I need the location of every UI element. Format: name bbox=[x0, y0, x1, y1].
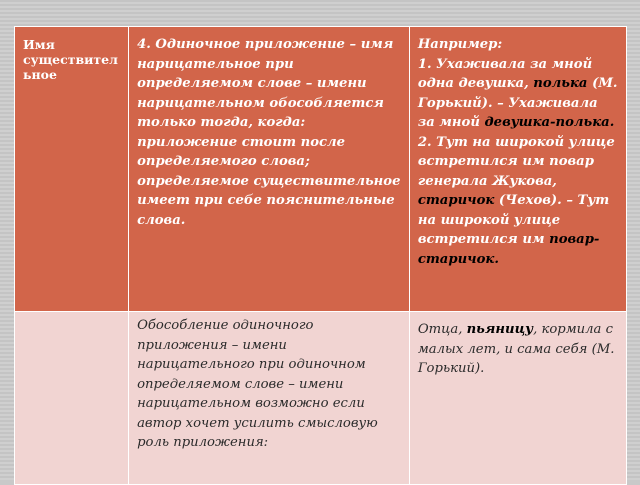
grammar-rule-table bbox=[14, 26, 627, 485]
rule-cell: Обособление одиночного приложения – имени нарицательного при одиночном определяемом слове – имени нарицательном возможно если автор хочет усилить смысловую роль приложения: bbox=[129, 312, 410, 485]
rule-cell: 4. Одиночное приложение – имя нарицательное при определяемом слове – имени нарицательном обособляется только тогда, когда: приложение стоит после определяемого слова; определяемое существительное имеет при себе пояснительные слова. bbox=[129, 27, 410, 312]
example-text: (М. Горький). – Ухаживала за мной bbox=[417, 76, 618, 130]
category-cell: Имя существительное bbox=[15, 27, 129, 312]
highlighted-word: повар-старичок. bbox=[417, 232, 600, 267]
example-cell bbox=[409, 312, 626, 485]
highlighted-word: полька bbox=[533, 76, 588, 91]
empty-cell bbox=[15, 312, 129, 485]
example-heading: Например: bbox=[417, 37, 503, 52]
example-text: 1. Ухаживала за мной одна девушка, bbox=[417, 56, 593, 91]
highlighted-word: пьяницу bbox=[466, 322, 534, 337]
example-text: (Чехов). – Тут на широкой улице встретился им bbox=[417, 193, 610, 247]
highlighted-word: девушка-полька. bbox=[484, 115, 615, 130]
highlighted-word: старичок bbox=[417, 193, 495, 208]
table-row bbox=[15, 312, 627, 485]
example-text: 2. Тут на широкой улице встретился им повар генерала Жукова, bbox=[417, 134, 615, 189]
example-cell bbox=[409, 27, 626, 312]
example-text: , кормила с малых лет, и сама себя (М. Горький). bbox=[417, 322, 615, 376]
table-row bbox=[15, 27, 627, 312]
example-text: Отца, bbox=[417, 322, 467, 337]
